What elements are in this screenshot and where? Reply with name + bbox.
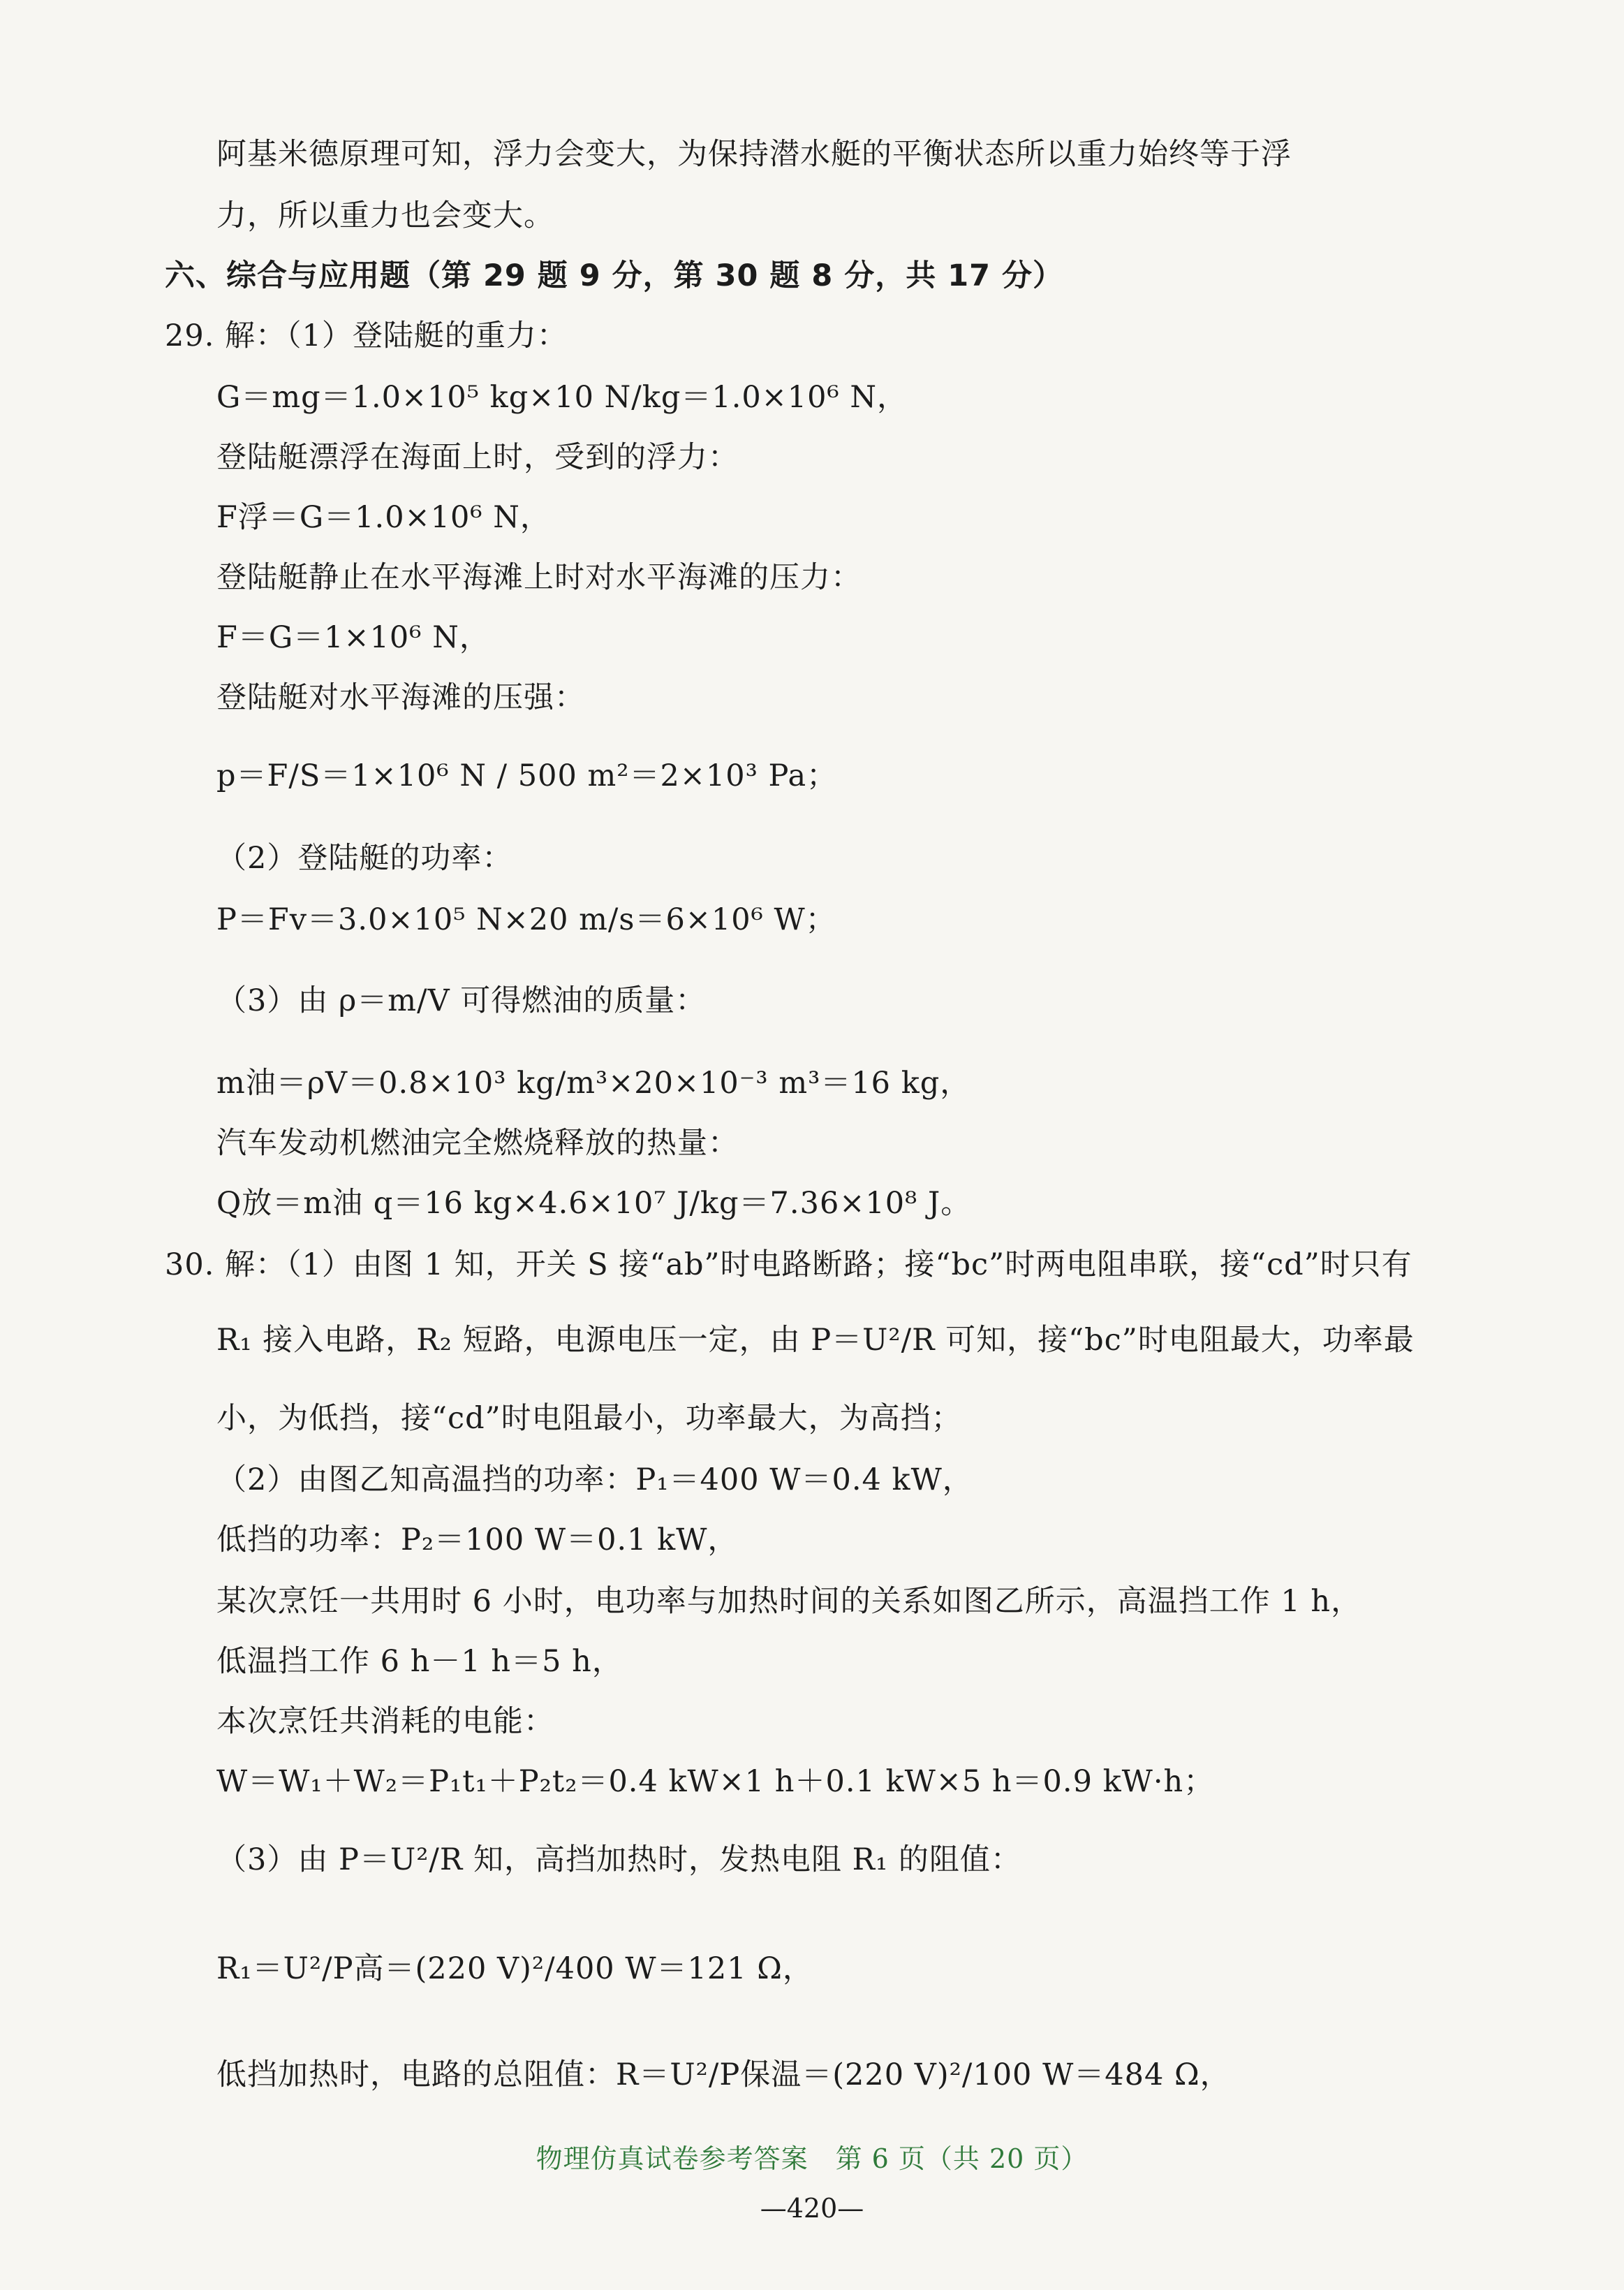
line-11: p＝F/S＝1×10⁶ N / 500 m²＝2×10³ Pa； [216,758,838,793]
line-17: Q放＝m油 q＝16 kg×4.6×10⁷ J/kg＝7.36×10⁸ J。 [216,1186,972,1221]
line-24: 低温挡工作 6 h－1 h＝5 h， [216,1644,623,1679]
line-26: W＝W₁＋W₂＝P₁t₁＋P₂t₂＝0.4 kW×1 h＋0.1 kW×5 h＝0.9 kW·h； [216,1764,1215,1799]
line-5: G＝mg＝1.0×10⁵ kg×10 N/kg＝1.0×10⁶ N， [216,380,908,415]
line-2: 力，所以重力也会变大。 [216,198,554,233]
line-4: 29. 解：（1）登陆艇的重力： [165,318,568,353]
line-25: 本次烹饪共消耗的电能： [216,1704,554,1739]
line-18: 30. 解：（1）由图 1 知，开关 S 接“ab”时电路断路；接“bc”时两电阻串联，接“cd”时只有 [165,1247,1412,1282]
line-12: （2）登陆艇的功率： [216,841,513,876]
line-9: F＝G＝1×10⁶ N， [216,620,490,655]
line-20: 小，为低挡，接“cd”时电阻最小，功率最大，为高挡； [216,1401,962,1436]
line-21: （2）由图乙知高温挡的功率：P₁＝400 W＝0.4 kW， [216,1462,973,1497]
line-29: 低挡加热时，电路的总阻值：R＝U²/P保温＝(220 V)²/100 W＝484 Ω， [216,2057,1231,2092]
line-6: 登陆艇漂浮在海面上时，受到的浮力： [216,440,739,475]
page-number: —420— [760,2193,864,2224]
line-22: 低挡的功率：P₂＝100 W＝0.1 kW， [216,1522,739,1557]
line-8: 登陆艇静止在水平海滩上时对水平海滩的压力： [216,560,862,595]
line-28: R₁＝U²/P高＝(220 V)²/400 W＝121 Ω， [216,1951,813,1986]
line-14: （3）由 ρ＝m/V 可得燃油的质量： [216,983,707,1018]
line-19: R₁ 接入电路，R₂ 短路，电源电压一定，由 P＝U²/R 可知，接“bc”时电阻最大，功率最 [216,1323,1415,1358]
line-23: 某次烹饪一共用时 6 小时，电功率与加热时间的关系如图乙所示，高温挡工作 1 h， [216,1584,1362,1619]
line-15: m油＝ρV＝0.8×10³ kg/m³×20×10⁻³ m³＝16 kg， [216,1066,971,1101]
line-10: 登陆艇对水平海滩的压强： [216,680,585,715]
line-7: F浮＝G＝1.0×10⁶ N， [216,500,551,535]
line-1: 阿基米德原理可知，浮力会变大，为保持潜水艇的平衡状态所以重力始终等于浮 [216,137,1292,172]
line-16: 汽车发动机燃油完全燃烧释放的热量： [216,1126,739,1161]
line-13: P＝Fv＝3.0×10⁵ N×20 m/s＝6×10⁶ W； [216,902,836,937]
page-footer: 物理仿真试卷参考答案 第 6 页（共 20 页） [536,2143,1088,2174]
line-27: （3）由 P＝U²/R 知，高挡加热时，发热电阻 R₁ 的阻值： [216,1842,1021,1877]
section-heading: 六、综合与应用题（第 29 题 9 分，第 30 题 8 分，共 17 分） [165,258,1064,293]
